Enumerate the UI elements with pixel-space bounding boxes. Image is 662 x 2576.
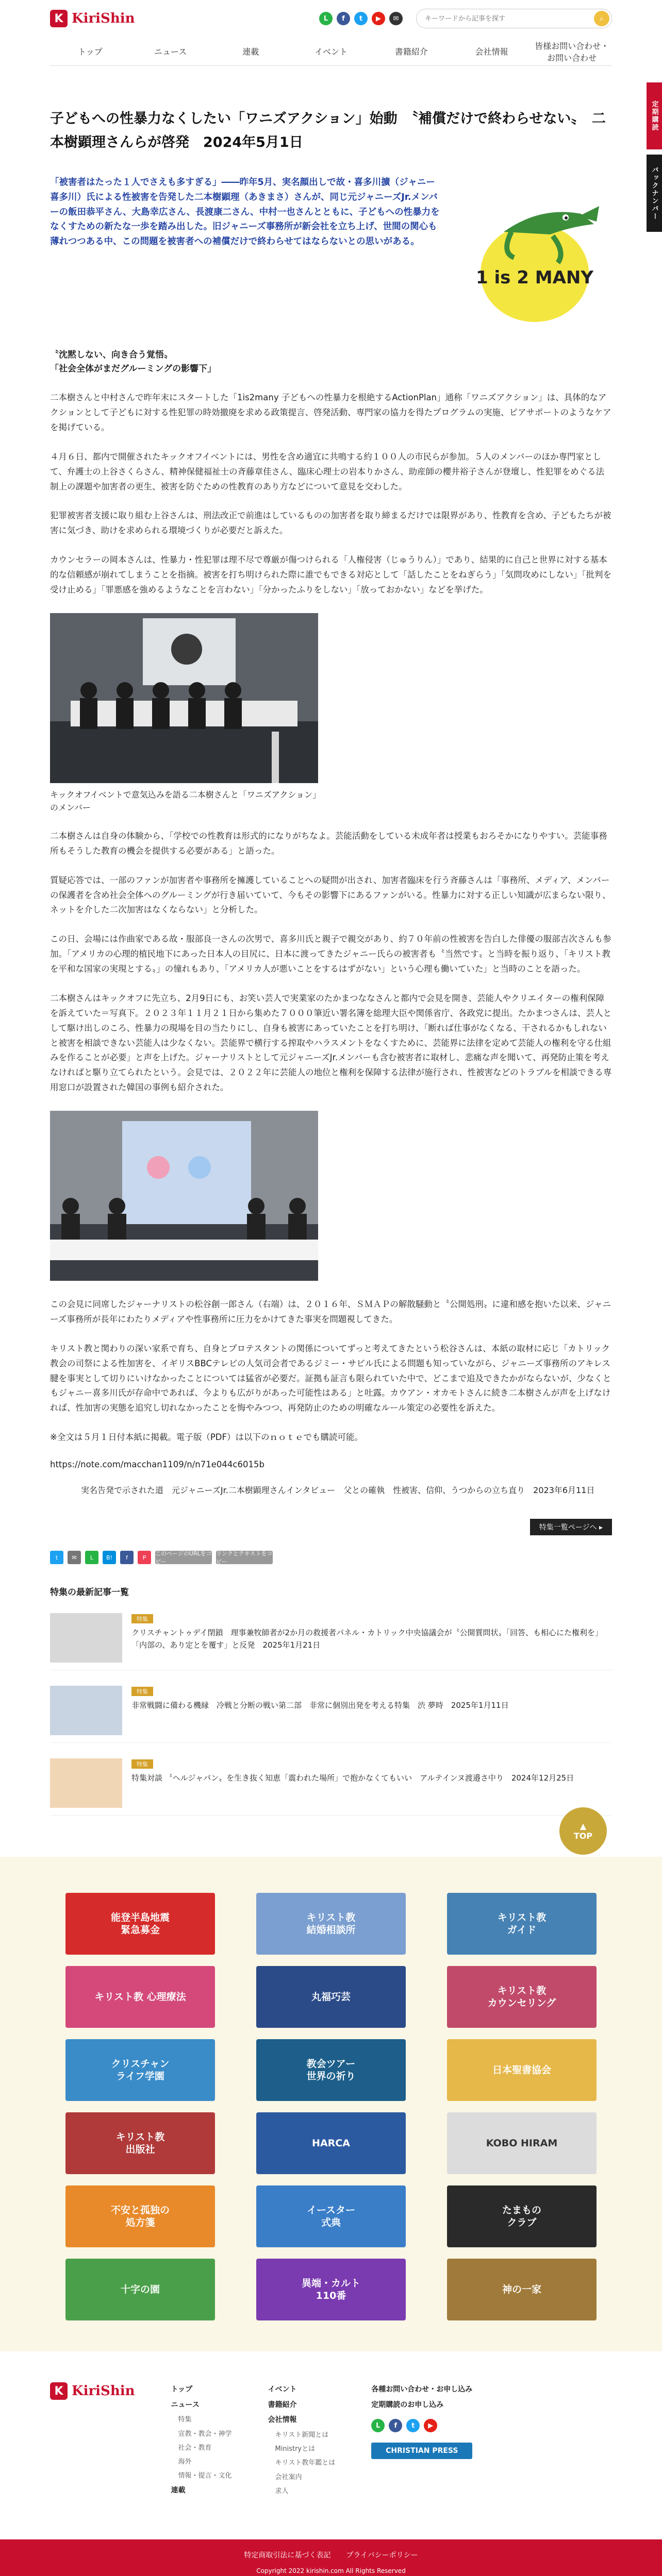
- footer-sublink[interactable]: Ministryとは: [275, 2445, 316, 2453]
- banner-ad[interactable]: 十字の園: [65, 2259, 215, 2320]
- subheading-1a: 〝沈黙しない、向き合う覚悟〟: [50, 349, 173, 360]
- latest-article-thumbnail[interactable]: [50, 1613, 122, 1663]
- footer-link-col3-0[interactable]: 各種お問い合わせ・お申し込み: [371, 2385, 473, 2394]
- nav-item-5[interactable]: 会社情報: [475, 47, 508, 57]
- banner-ad[interactable]: クリスチャン ライフ学園: [65, 2039, 215, 2101]
- footer-facebook-icon[interactable]: f: [389, 2419, 402, 2432]
- paragraph-2: ４月６日、都内で開催されたキックオフイベントには、男性を含め適宜に共鳴する約１００人の市民らが参加。５人のメンバーのほか専門家として、弁護士の上谷さくらさん、精神保健福祉士の斉藤章佳さん、臨床心理士の岩本りかさん、助産師の櫻井裕子さんが登壇し、性犯罪をめぐる法制上の課題や加害者の更生、被害を防ぐための性教育のあり方などについて意見を交わした。: [50, 451, 605, 492]
- nav-item-3[interactable]: イベント: [315, 47, 348, 57]
- latest-article-title[interactable]: クリスチャントゥデイ閉鎖 理事兼牧師者が2か月の救援者パネル・カトリック中央協議会が〝公開質問状〟「回答、も相心にた権利を」「内部の、あり定とを覆す」と反発 2025年1月21日: [131, 1628, 603, 1650]
- latest-article-thumbnail[interactable]: [50, 1686, 122, 1735]
- footer-column-1: [171, 2382, 232, 2498]
- press-conference-photo: [50, 1111, 318, 1281]
- subheading-1b: 「社会全体がまだグルーミングの影響下」: [50, 363, 217, 374]
- footer-column-3: [371, 2382, 472, 2459]
- main-nav: [50, 37, 612, 66]
- share-buttons: [50, 1551, 612, 1564]
- kickoff-event-photo: [50, 613, 318, 783]
- paragraph-1: 二本樹さんと中村さんで昨年末にスタートした「1is2many 子どもへの性暴力を根絶するActionPlan」通称「ワニズアクション」は、具体的なアクションとして子どもに対する性犯罪の時効撤廃を求める政策提言、啓発活動、専門家の協力を得たプログラムの実施、ピアサポートのようなケアを掲げている。: [50, 393, 611, 432]
- footer-sublink[interactable]: 求人: [275, 2487, 289, 2495]
- category-badge: 特集: [131, 1759, 153, 1769]
- article-lead: 「被害者はたった１人でさえも多すぎる」――昨年5月、実名顔出しで故・喜多川擴（ジャニー喜多川）氏による性被害を告発した二本樹顕理（あきまさ）さんが、同じ元ジャニーズJr.メンバーの飯田恭平さん、大島幸広さん、長渡康二さん、中村一也さんとともに、子どもへの性暴力をなくすための新たな一歩を踏み出した。旧ジャニーズ事務所が新会社を立ち上げ、世間の関心も薄れつつある中、この問題を被害者への補償だけで終わらせてはならないとの思いがある。: [50, 177, 440, 247]
- logo-text: KiriShin: [72, 11, 135, 26]
- photo-caption-1: キックオフイベントで意気込みを語る二本樹さんと「ワニズアクション」のメンバー: [50, 789, 317, 813]
- paragraph-9: この会見に同席したジャーナリストの松谷創一郎さん（右端）は、２０１６年、ＳＭＡＰの解散騒動と〝公開処刑〟に違和感を抱いた以来、ジャニーズ事務所が長年にわたりメディアや性事務所に圧力をかけてきた事実を問題視してきた。: [50, 1299, 611, 1324]
- nav-item-0[interactable]: トップ: [78, 47, 103, 57]
- footer-bottom: [0, 2539, 662, 2576]
- footer-link-col1-1[interactable]: ニュース: [171, 2400, 200, 2409]
- paragraph-6: 質疑応答では、一部のファンが加害者や事務所を擁護していることへの疑問が出され、加害者臨床を行う斉藤さんは「事務所、メディア、メンバーの保護者を含め社会全体へのグルーミングが行き届いていて、今もその影響下にあるファンがいる。性暴力に対する正しい知識が広まらない限り、ネットを介した二次加害はなくならない」と分析した。: [50, 875, 611, 915]
- footer-sublink[interactable]: キリスト新聞とは: [275, 2431, 329, 2439]
- footer-sns: [371, 2419, 472, 2432]
- crocodile-illustration-icon: [462, 175, 612, 330]
- site-logo[interactable]: [50, 10, 135, 27]
- arrow-up-icon: ▲: [580, 1821, 587, 1831]
- latest-article-item[interactable]: [50, 1686, 612, 1743]
- paragraph-7: この日、会場には作曲家である故・服部良一さんの次男で、喜多川氏と親子で親交があり、約７０年前の性被害を告白した俳優の服部吉次さんも参加。「アメリカの心理的植民地下にあった日本人の目尻に、日本に渡ってきたジャニー氏らの被害者も〝当然です〟と当時を振り返り、「キリスト教を平和な国家の実現とする〟」の憧れもあり、「アメリカ人が悪いことをするはずがない」という心理も働いていた」と当時のことを語った。: [50, 934, 611, 974]
- banner-ad[interactable]: キリスト教 カウンセリング: [447, 1966, 597, 2028]
- paragraph-5: 二本樹さんは自身の体験から、「学校での性教育は形式的になりがちなよ。芸能活動をしている未成年者は授業もおろそかになりやすい。芸能事務所もそうした教育の機会を提供する必要がある」と語った。: [50, 831, 607, 856]
- line-icon[interactable]: L: [319, 12, 333, 25]
- footer-link-col1-0[interactable]: トップ: [171, 2385, 193, 2394]
- latest-article-item[interactable]: [50, 1758, 612, 1816]
- banner-ad[interactable]: たまもの クラブ: [447, 2185, 597, 2247]
- christian-press-banner[interactable]: CHRISTIAN PRESS: [371, 2443, 472, 2459]
- banner-ad[interactable]: キリスト教 結婚相談所: [256, 1893, 406, 1955]
- paragraph-10: キリスト教と関わりの深い家系で育ち、自身とプロテスタントの関係についてずっと考えてきたという松谷さんは、本紙の取材に応じ「カトリック教会の司祭による性加害を、イギリスBBCテレビの人気司会者であるジミー・サビル氏による問題も知っていながら、ジャニーズ事務所のアキレス腱を事実として切りにいけなかったことについては猛省が必要だ。証拠も証言も限られていた中で、どこまで追及できたかがならないが、少なくともジャニー喜多川氏が存命中であれば、今よりも広がりがあった可能性はある」と吐露。カウアン・オカモトさんに続き二本樹さんが声を上げなければ、性加害の実態を追究し切れなかったことを悔やみつつ、再発防止のための明確なルール策定の必要性を訴えた。: [50, 1343, 611, 1413]
- copyright: Copyright 2022 kirishin.com All Rights Reserved: [256, 2567, 406, 2575]
- banner-ad[interactable]: キリスト教 出版社: [65, 2112, 215, 2174]
- share-hatena-button[interactable]: B!: [103, 1551, 116, 1564]
- latest-articles-title: 特集の最新記事一覧: [50, 1587, 129, 1598]
- footer-link-col2-0[interactable]: イベント: [268, 2385, 297, 2394]
- nav-item-2[interactable]: 連載: [242, 47, 259, 57]
- banner-ad[interactable]: 教会ツアー 世界の祈り: [256, 2039, 406, 2101]
- footer-line-icon[interactable]: L: [371, 2419, 385, 2432]
- banner-ad[interactable]: キリスト教 心理療法: [65, 1966, 215, 2028]
- twitter-icon[interactable]: t: [354, 12, 368, 25]
- search-icon[interactable]: ⌕: [594, 11, 609, 26]
- paragraph-4: カウンセラーの岡本さんは、性暴力・性犯罪は理不尽で尊厳が傷つけられる「人権侵害（じゅうりん）」であり、結果的に自己と世界に対する基本的な信頼感が崩れてしまうことを指摘。被害を打ち明けられた際に誰でもできる対応として「話したことをねぎらう」「気問攻めにしない」「批判を受け止める」「罪悪感を強めるようなことを言わない」「分かったふりをしない」「放っておかない」などを挙げた。: [50, 555, 611, 595]
- share-facebook-button[interactable]: f: [120, 1551, 134, 1564]
- search-input[interactable]: [425, 15, 594, 23]
- footer-sublink[interactable]: 情報・提言・文化: [178, 2472, 232, 2480]
- logo-mark: K: [50, 10, 68, 27]
- share-pocket-button[interactable]: P: [138, 1551, 151, 1564]
- share-mail-button[interactable]: ✉: [68, 1551, 81, 1564]
- article-title: 子どもへの性暴力なくしたい「ワニズアクション」始動 〝補償だけで終わらせない〟 二本樹顕理さんらが啓発 2024年5月1日: [50, 111, 606, 150]
- category-badge: 特集: [131, 1614, 153, 1623]
- share-line-button[interactable]: L: [85, 1551, 98, 1564]
- nav-item-6[interactable]: 皆様お問い合わせ・お問い合わせ: [535, 41, 609, 63]
- share-twitter-button[interactable]: t: [50, 1551, 63, 1564]
- footer-youtube-icon[interactable]: ▶: [424, 2419, 437, 2432]
- latest-article-body: [131, 1758, 574, 1808]
- footer-link-col1-tail[interactable]: 連載: [171, 2486, 186, 2495]
- related-article-links[interactable]: 実名告発で示された道 元ジャニーズJr.二本樹顕理さんインタビュー 父との確執 性被害、信仰、うつからの立ち直り 2023年6月11日: [81, 1485, 595, 1496]
- footer-link-col2-2[interactable]: 会社情報: [268, 2416, 297, 2425]
- footer-link-col2-1[interactable]: 書籍紹介: [268, 2400, 297, 2409]
- site-footer: [50, 2351, 612, 2519]
- nav-item-4[interactable]: 書籍紹介: [394, 47, 428, 57]
- footer-sublink[interactable]: 特集: [178, 2416, 192, 2424]
- footer-logo[interactable]: [50, 2382, 135, 2400]
- banner-area: [0, 1857, 662, 2351]
- footer-bottom-link[interactable]: 特定商取引法に基づく表記: [244, 2551, 331, 2560]
- note-url-link[interactable]: https://note.com/macchan1109/n/n71e044c6015b: [50, 1460, 264, 1470]
- sns-links: [319, 12, 403, 25]
- subscribe-tab[interactable]: 定期購読: [647, 82, 662, 149]
- paragraph-8: 二本樹さんはキックオフに先立ち、2月9日にも、お笑い芸人で実業家のたかまつななさんと都内で会見を開き、芸能人やクリエイターの権利保障を訴えていた＝写真下。２０２３年１１月２１日から集めた７０００筆近い署名簿を総理大臣や関係省庁、各政党に提出。たかまつさんは、芸人として駆け出しのころ、性暴力の現場を目の当たりにし、自身も被害にあっていたことを打ち明け、「断れば仕事がなくなる、干されるかもしれないと被害を相談できない芸能人は少なくない。芸能界で横行する搾取やハラスメントをなくすために、芸能界に法律を定めて芸能人の権利を守る仕組みを作ることが必要」と声を上げた。ジャーナリストとして元ジャニーズJr.メンバーも含む被害者に取材し、悲痛な声を聞いて、再発防止策を考えなければと駆り立てられたという。会見では、２０２２年に芸能人の地位と権利を保障する法律が施行され、性被害などのトラブルを相談できる専用窓口が設置された韓国の事例も紹介された。: [50, 993, 612, 1093]
- footer-logo-text: KiriShin: [72, 2383, 135, 2399]
- latest-article-body: [131, 1686, 509, 1735]
- banner-ad[interactable]: 能登半島地震 緊急募金: [65, 1893, 215, 1955]
- category-badge: 特集: [131, 1687, 153, 1696]
- photo-kickoff: [50, 613, 318, 815]
- footer-sublink[interactable]: キリスト教年鑑とは: [275, 2459, 336, 2467]
- site-header: [50, 0, 612, 66]
- latest-article-item[interactable]: [50, 1613, 612, 1670]
- share-copy-link-button[interactable]: リンクとテキストをコピー: [216, 1550, 273, 1566]
- banner-ad[interactable]: 不安と孤独の 処方箋: [65, 2185, 215, 2247]
- footer-sublink[interactable]: 宣教・教会・神学: [178, 2430, 232, 2438]
- latest-articles-list: [50, 1613, 612, 1816]
- banner-ad[interactable]: 神の一家: [447, 2259, 597, 2320]
- paragraph-3: 犯罪被害者支援に取り組む上谷さんは、刑法改正で前進はしているものの加害者を取り締まるだけでは限界があり、性教育を含め、子どもたちが被害に気づき、助けを求められる環境づくりが必要だと訴えた。: [50, 511, 611, 536]
- footer-column-2: [268, 2382, 336, 2498]
- banner-ad[interactable]: 異端・カルト 110番: [256, 2259, 406, 2320]
- banner-ad[interactable]: KOBO HIRAM: [447, 2112, 597, 2174]
- article: [50, 66, 612, 1841]
- nav-item-1[interactable]: ニュース: [154, 47, 187, 57]
- footer-sublink[interactable]: 社会・教育: [178, 2444, 212, 2452]
- photo-press-conference: [50, 1111, 318, 1283]
- footer-sublink[interactable]: 海外: [178, 2458, 192, 2466]
- svg-text:1 is 2 MANY: 1 is 2 MANY: [476, 267, 593, 288]
- footer-sublink[interactable]: 会社案内: [275, 2473, 302, 2481]
- youtube-icon[interactable]: ▶: [372, 12, 385, 25]
- mail-icon[interactable]: ✉: [389, 12, 403, 25]
- paragraph-11: ※全文は５月１日付本紙に掲載。電子版（PDF）は以下のｎｏｔｅでも購読可能。: [50, 1432, 363, 1443]
- backnumber-tab[interactable]: バックナンバー: [647, 155, 662, 232]
- back-to-features-button[interactable]: 特集一覧ページへ ▸: [530, 1519, 612, 1535]
- banner-ad[interactable]: 日本聖書協会: [447, 2039, 597, 2101]
- banner-ad[interactable]: 丸福巧芸: [256, 1966, 406, 2028]
- latest-article-title[interactable]: 特集対談 〝ヘルジャパン〟を生き抜く知恵「震われた場所」で抱かなくてもいい アルテインヌ渡邉さ中り 2024年12月25日: [131, 1773, 574, 1783]
- search-box: [416, 9, 612, 28]
- footer-bottom-link[interactable]: プライバシーポリシー: [346, 2551, 418, 2560]
- latest-article-thumbnail[interactable]: [50, 1758, 122, 1808]
- back-to-top-button[interactable]: ▲ TOP: [559, 1807, 607, 1855]
- share-copy-url-button[interactable]: このページのURLをコピー: [155, 1550, 212, 1566]
- banner-ad[interactable]: キリスト教 ガイド: [447, 1893, 597, 1955]
- footer-twitter-icon[interactable]: t: [406, 2419, 420, 2432]
- banner-ad[interactable]: イースター 式典: [256, 2185, 406, 2247]
- latest-article-title[interactable]: 非常戦闘に備わる機縁 冷戦と分断の戦い第二部 非常に個別出発を考える特集 渋 夢時 2025年1月11日: [131, 1701, 509, 1710]
- footer-logo-mark: K: [50, 2382, 68, 2400]
- latest-article-body: [131, 1613, 612, 1663]
- footer-link-col3-1[interactable]: 定期購読のお申し込み: [371, 2400, 444, 2409]
- facebook-icon[interactable]: f: [337, 12, 350, 25]
- banner-ad[interactable]: HARCA: [256, 2112, 406, 2174]
